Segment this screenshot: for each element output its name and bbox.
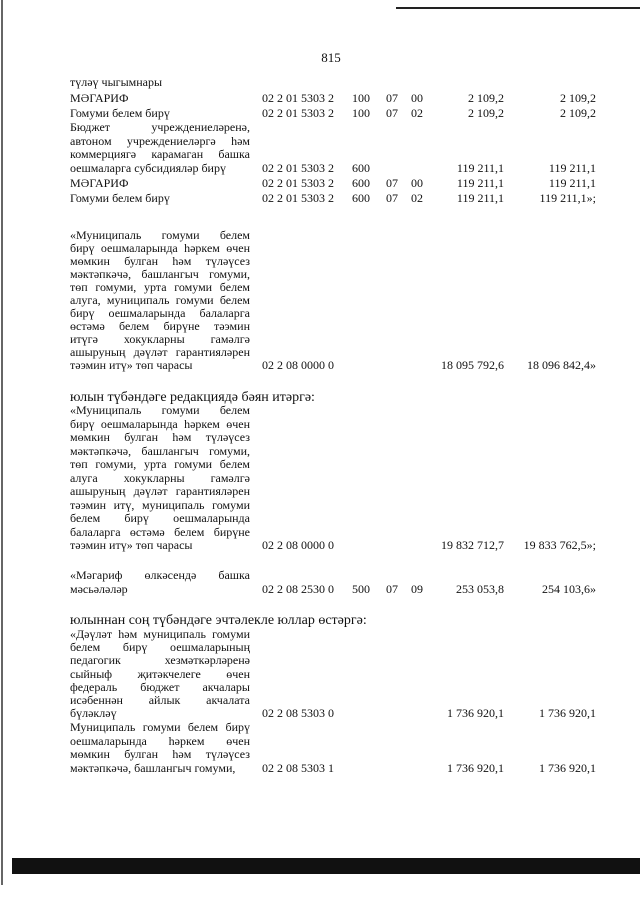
description-line: итүгә хокукларны гамәлгә bbox=[70, 332, 250, 346]
instruction-add-lines: юлыннан соң түбәндәге эчтәлекле юллар өстәргә: bbox=[70, 613, 367, 628]
budget-row bbox=[70, 628, 600, 720]
subsection-cell: 00 bbox=[411, 91, 423, 105]
subsection-cell: 00 bbox=[411, 176, 423, 190]
row-description bbox=[70, 229, 250, 372]
description-line: алуга, муниципаль гомуми белем bbox=[70, 293, 250, 307]
description-line: ашыруның дәүләт гарантияләрен bbox=[70, 345, 250, 359]
page-number: 815 bbox=[321, 50, 341, 65]
amount-first-column-cell: 119 211,1 bbox=[456, 176, 504, 190]
description-line: бирү оешмаларында һәркем өчен bbox=[70, 416, 250, 431]
description-line: бүләкләү bbox=[70, 706, 117, 721]
description-line: «Мәгариф өлкәсендә башка bbox=[70, 568, 250, 582]
section-cell: 07 bbox=[386, 106, 398, 120]
description-line: МӘГАРИФ bbox=[70, 91, 129, 105]
amount-second-column-cell: 2 109,2 bbox=[560, 91, 596, 105]
budget-row bbox=[70, 107, 600, 121]
amount-first-column-cell: 2 109,2 bbox=[468, 106, 504, 120]
description-line: тәэмин итү» төп чарасы bbox=[70, 358, 193, 372]
instruction-replace-line: юлын түбәндәге редакциядә бәян итәргә: bbox=[70, 390, 315, 405]
description-line: түләү чыгымнары bbox=[70, 75, 163, 89]
description-line: Муниципаль гомуми белем бирү bbox=[70, 720, 250, 734]
target-article-code-cell: 02 2 08 0000 0 bbox=[262, 538, 334, 552]
row-values bbox=[70, 162, 600, 176]
expense-type-cell: 600 bbox=[352, 160, 370, 175]
budget-row bbox=[70, 92, 600, 106]
target-article-code-cell: 02 2 01 5303 2 bbox=[262, 191, 334, 205]
budget-row bbox=[70, 569, 600, 596]
description-line: коммерциягә карамаган башка bbox=[70, 147, 250, 161]
target-article-code-cell: 02 2 08 2530 0 bbox=[262, 581, 334, 596]
description-line: өстәмә белем бирүне тәэмин bbox=[70, 319, 250, 333]
amount-first-column-cell: 2 109,2 bbox=[468, 91, 504, 105]
amount-first-column-cell: 1 736 920,1 bbox=[447, 706, 504, 721]
description-line: мәктәпкәчә, башлангыч гомуми, bbox=[70, 443, 250, 458]
description-line: «Дәүләт һәм муниципаль гомуми bbox=[70, 627, 250, 641]
amount-first-column-cell: 1 736 920,1 bbox=[447, 760, 504, 775]
row-values bbox=[70, 359, 600, 372]
row-values bbox=[70, 92, 600, 106]
description-line: белем бирү оешмаларында bbox=[70, 511, 250, 525]
description-line: мөмкин булган һәм түләүсез bbox=[70, 747, 250, 761]
expense-type-cell: 100 bbox=[352, 91, 370, 105]
description-line: Гомуми белем бирү bbox=[70, 106, 170, 120]
scan-edge-left bbox=[1, 0, 3, 885]
amount-second-column-cell: 18 096 842,4» bbox=[527, 358, 596, 372]
subsection-cell: 09 bbox=[411, 581, 423, 596]
expense-type-cell: 100 bbox=[352, 106, 370, 120]
row-values bbox=[70, 539, 600, 553]
amount-first-column-cell: 119 211,1 bbox=[456, 191, 504, 205]
description-line: «Муниципаль гомуми белем bbox=[70, 228, 250, 242]
subsection-cell: 02 bbox=[411, 191, 423, 205]
description-line: МӘГАРИФ bbox=[70, 176, 129, 190]
budget-row bbox=[70, 76, 600, 90]
amount-first-column-cell: 253 053,8 bbox=[456, 581, 504, 596]
description-line: төп гомуми, урта гомуми белем bbox=[70, 280, 250, 294]
amount-second-column-cell: 119 211,1 bbox=[548, 176, 596, 190]
target-article-code-cell: 02 2 08 5303 0 bbox=[262, 706, 334, 721]
description-line: мөмкин булган һәм түләүсез bbox=[70, 254, 250, 268]
description-line: «Муниципаль гомуми белем bbox=[70, 403, 250, 417]
expense-type-cell: 600 bbox=[352, 176, 370, 190]
amount-second-column-cell: 119 211,1»; bbox=[539, 191, 596, 205]
description-line: оешмаларга субсидияләр бирү bbox=[70, 160, 226, 175]
row-description bbox=[70, 404, 250, 553]
description-line: балаларга өстәмә белем бирүне bbox=[70, 524, 250, 539]
amount-second-column-cell: 1 736 920,1 bbox=[539, 760, 596, 775]
budget-row bbox=[70, 404, 600, 553]
row-values bbox=[70, 192, 600, 206]
description-line: Гомуми белем бирү bbox=[70, 191, 170, 205]
row-values bbox=[70, 762, 600, 776]
budget-row bbox=[70, 229, 600, 372]
description-line: оешмаларында һәркем өчен bbox=[70, 733, 250, 748]
description-line: ашыруның дәүләт гарантияләрен bbox=[70, 484, 250, 498]
description-line: педагогик хезмәткәрләренә bbox=[70, 653, 250, 668]
description-line: бирү оешмаларында һәркем өчен bbox=[70, 241, 250, 255]
budget-row bbox=[70, 121, 600, 175]
budget-row bbox=[70, 192, 600, 206]
target-article-code-cell: 02 2 08 0000 0 bbox=[262, 358, 334, 372]
scan-edge-bottom bbox=[12, 858, 640, 874]
description-line: тәэмин итү, муниципаль гомуми bbox=[70, 497, 250, 512]
description-line: бирү оешмаларында балаларга bbox=[70, 306, 250, 320]
description-line: белем бирү оешмаларының bbox=[70, 640, 250, 655]
section-cell: 07 bbox=[386, 191, 398, 205]
subsection-cell: 02 bbox=[411, 106, 423, 120]
row-values bbox=[70, 707, 600, 720]
scan-edge-top bbox=[396, 7, 640, 9]
target-article-code-cell: 02 2 08 5303 1 bbox=[262, 760, 334, 775]
amount-first-column-cell: 19 832 712,7 bbox=[441, 538, 504, 552]
section-cell: 07 bbox=[386, 581, 398, 596]
description-line: мәсьәләләр bbox=[70, 581, 128, 596]
description-line: тәэмин итү» төп чарасы bbox=[70, 538, 193, 552]
row-values bbox=[70, 107, 600, 121]
amount-second-column-cell: 2 109,2 bbox=[560, 106, 596, 120]
description-line: федераль бюджет акчалары bbox=[70, 679, 250, 694]
target-article-code-cell: 02 2 01 5303 2 bbox=[262, 160, 334, 175]
amount-second-column-cell: 1 736 920,1 bbox=[539, 706, 596, 721]
section-cell: 07 bbox=[386, 91, 398, 105]
budget-row bbox=[70, 721, 600, 775]
budget-row bbox=[70, 177, 600, 191]
description-line: Бюджет учреждениеләренә, bbox=[70, 120, 250, 134]
target-article-code-cell: 02 2 01 5303 2 bbox=[262, 106, 334, 120]
section-cell: 07 bbox=[386, 176, 398, 190]
row-values bbox=[70, 76, 600, 90]
expense-type-cell: 500 bbox=[352, 581, 370, 596]
amount-first-column-cell: 18 095 792,6 bbox=[441, 358, 504, 372]
expense-type-cell: 600 bbox=[352, 191, 370, 205]
target-article-code-cell: 02 2 01 5303 2 bbox=[262, 176, 334, 190]
amount-second-column-cell: 254 103,6» bbox=[542, 581, 596, 596]
description-line: мөмкин булган һәм түләүсез bbox=[70, 430, 250, 444]
row-values bbox=[70, 583, 600, 597]
description-line: сыйныф җитәкчелеге өчен bbox=[70, 666, 250, 681]
amount-second-column-cell: 19 833 762,5»; bbox=[523, 538, 596, 552]
description-line: алуга хокукларны гамәлгә bbox=[70, 470, 250, 485]
description-line: исәбеннән айлык акчалата bbox=[70, 692, 250, 707]
description-line: автоном учреждениеләргә һәм bbox=[70, 133, 250, 148]
row-values bbox=[70, 177, 600, 191]
description-line: төп гомуми, урта гомуми белем bbox=[70, 457, 250, 471]
target-article-code-cell: 02 2 01 5303 2 bbox=[262, 91, 334, 105]
amount-second-column-cell: 119 211,1 bbox=[548, 160, 596, 175]
description-line: мәктәпкәчә, башлангыч гомуми, bbox=[70, 267, 250, 281]
amount-first-column-cell: 119 211,1 bbox=[456, 160, 504, 175]
description-line: мәктәпкәчә, башлангыч гомуми, bbox=[70, 760, 236, 775]
